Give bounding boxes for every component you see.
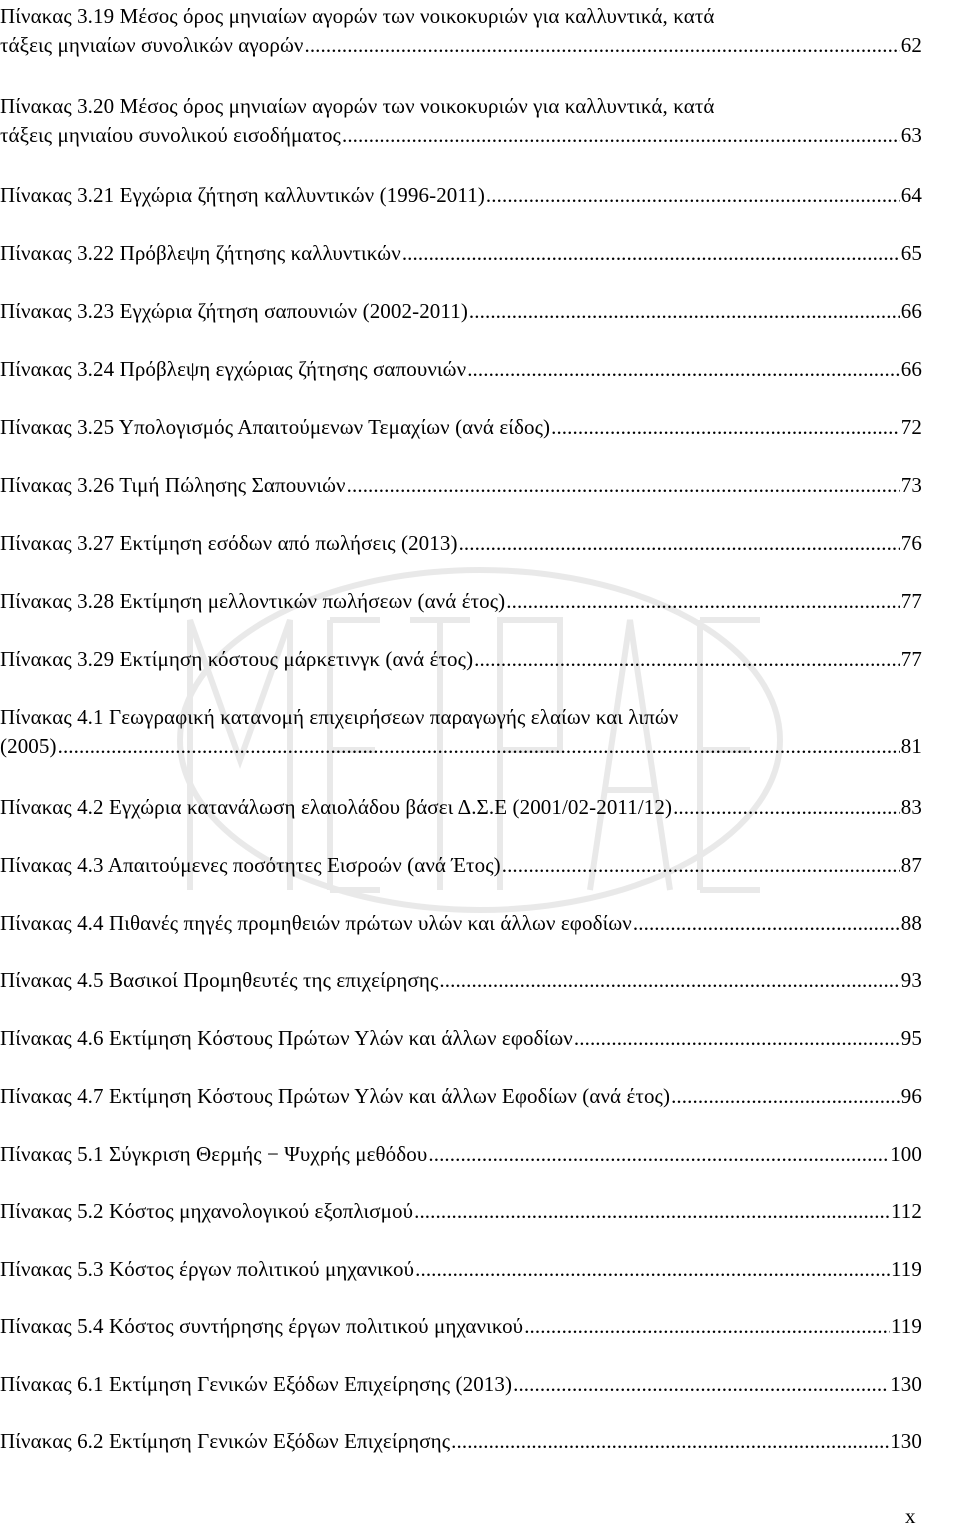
dot-leader bbox=[459, 529, 900, 558]
toc-entry-page: 130 bbox=[890, 1429, 922, 1453]
toc-entry-page: 73 bbox=[900, 473, 922, 497]
toc-entry-title: Πίνακας 3.23 Εγχώρια ζήτηση σαπουνιών (2002-2011) bbox=[0, 299, 468, 323]
toc-entry-title-line1: Πίνακας 4.1 Γεωγραφική κατανομή επιχειρήσεων παραγωγής ελαίων και λιπών bbox=[0, 705, 679, 729]
toc-entry[interactable] bbox=[0, 1197, 922, 1226]
toc-entry-title: Πίνακας 6.2 Εκτίμηση Γενικών Εξόδων Επιχείρησης bbox=[0, 1429, 451, 1453]
dot-leader bbox=[428, 1140, 889, 1169]
toc-entry-title: Πίνακας 4.7 Εκτίμηση Κόστους Πρώτων Υλών και άλλων Εφοδίων (ανά έτος) bbox=[0, 1084, 671, 1108]
toc-entry[interactable] bbox=[0, 92, 922, 150]
dot-leader bbox=[467, 355, 900, 384]
dot-leader bbox=[502, 851, 900, 880]
toc-entry-page: 88 bbox=[900, 911, 922, 935]
dot-leader bbox=[474, 645, 900, 674]
toc-entry-page: 95 bbox=[900, 1026, 922, 1050]
dot-leader bbox=[58, 732, 900, 761]
toc-entry[interactable] bbox=[0, 239, 922, 268]
toc-entry[interactable] bbox=[0, 1312, 922, 1341]
toc-entry[interactable] bbox=[0, 1082, 922, 1111]
toc-entry[interactable] bbox=[0, 587, 922, 616]
toc-entry-title: Πίνακας 5.2 Κόστος μηχανολογικού εξοπλισμού bbox=[0, 1199, 414, 1223]
dot-leader bbox=[402, 239, 900, 268]
toc-entry-title: Πίνακας 3.21 Εγχώρια ζήτηση καλλυντικών (1996-2011) bbox=[0, 183, 485, 207]
toc-entry-title: (2005) bbox=[0, 734, 57, 758]
toc-entry-title: Πίνακας 4.3 Απαιτούμενες ποσότητες Εισροών (ανά Έτος) bbox=[0, 853, 501, 877]
toc-entry-title: Πίνακας 3.28 Εκτίμηση μελλοντικών πωλήσεων (ανά έτος) bbox=[0, 589, 506, 613]
dot-leader bbox=[304, 31, 899, 60]
toc-entry[interactable] bbox=[0, 471, 922, 500]
toc-entry-title: Πίνακας 3.27 Εκτίμηση εσόδων από πωλήσεις (2013) bbox=[0, 531, 458, 555]
toc-entry[interactable] bbox=[0, 181, 922, 210]
toc-entry[interactable] bbox=[0, 355, 922, 384]
toc-entry-title: Πίνακας 4.4 Πιθανές πηγές προμηθειών πρώτων υλών και άλλων εφοδίων bbox=[0, 911, 632, 935]
toc-entry-page: 66 bbox=[900, 357, 922, 381]
dot-leader bbox=[551, 413, 900, 442]
toc-entry[interactable] bbox=[0, 1140, 922, 1169]
toc-entry[interactable] bbox=[0, 966, 922, 995]
toc-entry-page: 65 bbox=[900, 241, 922, 265]
dot-leader bbox=[415, 1255, 890, 1284]
toc-entry-page: 81 bbox=[900, 734, 922, 758]
toc-entry-title: Πίνακας 3.25 Υπολογισμός Απαιτούμενων Τεμαχίων (ανά είδος) bbox=[0, 415, 551, 439]
toc-entry-title: τάξεις μηνιαίου συνολικού εισοδήματος bbox=[0, 123, 341, 147]
toc-entry-page: 93 bbox=[900, 968, 922, 992]
toc-entry-title: τάξεις μηνιαίων συνολικών αγορών bbox=[0, 33, 304, 57]
dot-leader bbox=[486, 181, 900, 210]
dot-leader bbox=[506, 587, 900, 616]
toc-entry-page: 83 bbox=[900, 795, 922, 819]
toc-entry-page: 96 bbox=[900, 1084, 922, 1108]
toc-entry-title: Πίνακας 4.2 Εγχώρια κατανάλωση ελαιολάδου βάσει Δ.Σ.Ε (2001/02-2011/12) bbox=[0, 795, 673, 819]
toc-entry-title: Πίνακας 5.4 Κόστος συντήρησης έργων πολιτικού μηχανικού bbox=[0, 1314, 524, 1338]
toc-entry-page: 63 bbox=[900, 123, 922, 147]
toc-entry-title: Πίνακας 3.22 Πρόβλεψη ζήτησης καλλυντικών bbox=[0, 241, 401, 265]
toc-entry-title: Πίνακας 6.1 Εκτίμηση Γενικών Εξόδων Επιχείρησης (2013) bbox=[0, 1372, 513, 1396]
toc-entry-title: Πίνακας 4.5 Βασικοί Προμηθευτές της επιχείρησης bbox=[0, 968, 439, 992]
toc-entry-title: Πίνακας 3.26 Τιμή Πώλησης Σαπουνιών bbox=[0, 473, 346, 497]
page-number: x bbox=[905, 1504, 916, 1528]
dot-leader bbox=[347, 471, 900, 500]
toc-entry-title: Πίνακας 3.24 Πρόβλεψη εγχώριας ζήτησης σαπουνιών bbox=[0, 357, 467, 381]
dot-leader bbox=[574, 1024, 900, 1053]
toc-entry-page: 119 bbox=[890, 1257, 922, 1281]
dot-leader bbox=[633, 909, 900, 938]
dot-leader bbox=[342, 121, 900, 150]
dot-leader bbox=[671, 1082, 900, 1111]
toc-entry-page: 87 bbox=[900, 853, 922, 877]
toc-entry-page: 130 bbox=[890, 1372, 922, 1396]
dot-leader bbox=[673, 793, 900, 822]
toc-entry-page: 119 bbox=[890, 1314, 922, 1338]
dot-leader bbox=[524, 1312, 890, 1341]
dot-leader bbox=[469, 297, 900, 326]
toc-entry[interactable] bbox=[0, 909, 922, 938]
toc-entry[interactable] bbox=[0, 529, 922, 558]
toc-entry-page: 112 bbox=[890, 1199, 922, 1223]
toc-entry[interactable] bbox=[0, 1024, 922, 1053]
toc-entry-title-line1: Πίνακας 3.20 Μέσος όρος μηνιαίων αγορών των νοικοκυριών για καλλυντικά, κατά bbox=[0, 94, 715, 118]
toc-entry[interactable] bbox=[0, 297, 922, 326]
dot-leader bbox=[513, 1370, 889, 1399]
dot-leader bbox=[439, 966, 899, 995]
toc-entry-title: Πίνακας 5.1 Σύγκριση Θερμής − Ψυχρής μεθόδου bbox=[0, 1142, 428, 1166]
toc-entry-title: Πίνακας 3.29 Εκτίμηση κόστους μάρκετινγκ (ανά έτος) bbox=[0, 647, 474, 671]
toc-entry-page: 76 bbox=[900, 531, 922, 555]
toc-entry-title: Πίνακας 5.3 Κόστος έργων πολιτικού μηχανικού bbox=[0, 1257, 415, 1281]
toc-entry-page: 72 bbox=[900, 415, 922, 439]
toc-entry-page: 62 bbox=[900, 33, 922, 57]
toc-entry[interactable] bbox=[0, 645, 922, 674]
toc-entry-page: 77 bbox=[900, 589, 922, 613]
toc-entry-page: 100 bbox=[890, 1142, 922, 1166]
dot-leader bbox=[414, 1197, 890, 1226]
toc-entry[interactable] bbox=[0, 851, 922, 880]
toc-entry[interactable] bbox=[0, 1427, 922, 1456]
toc-entry[interactable] bbox=[0, 413, 922, 442]
toc-entry[interactable] bbox=[0, 793, 922, 822]
toc-entry[interactable] bbox=[0, 2, 922, 60]
dot-leader bbox=[451, 1427, 889, 1456]
toc-entry[interactable] bbox=[0, 1370, 922, 1399]
toc-entry[interactable] bbox=[0, 1255, 922, 1284]
toc-entry-page: 66 bbox=[900, 299, 922, 323]
toc-entry-page: 64 bbox=[900, 183, 922, 207]
toc-entry-page: 77 bbox=[900, 647, 922, 671]
toc-entry-title-line1: Πίνακας 3.19 Μέσος όρος μηνιαίων αγορών των νοικοκυριών για καλλυντικά, κατά bbox=[0, 4, 715, 28]
toc-entry[interactable] bbox=[0, 703, 922, 761]
toc-entry-title: Πίνακας 4.6 Εκτίμηση Κόστους Πρώτων Υλών και άλλων εφοδίων bbox=[0, 1026, 573, 1050]
